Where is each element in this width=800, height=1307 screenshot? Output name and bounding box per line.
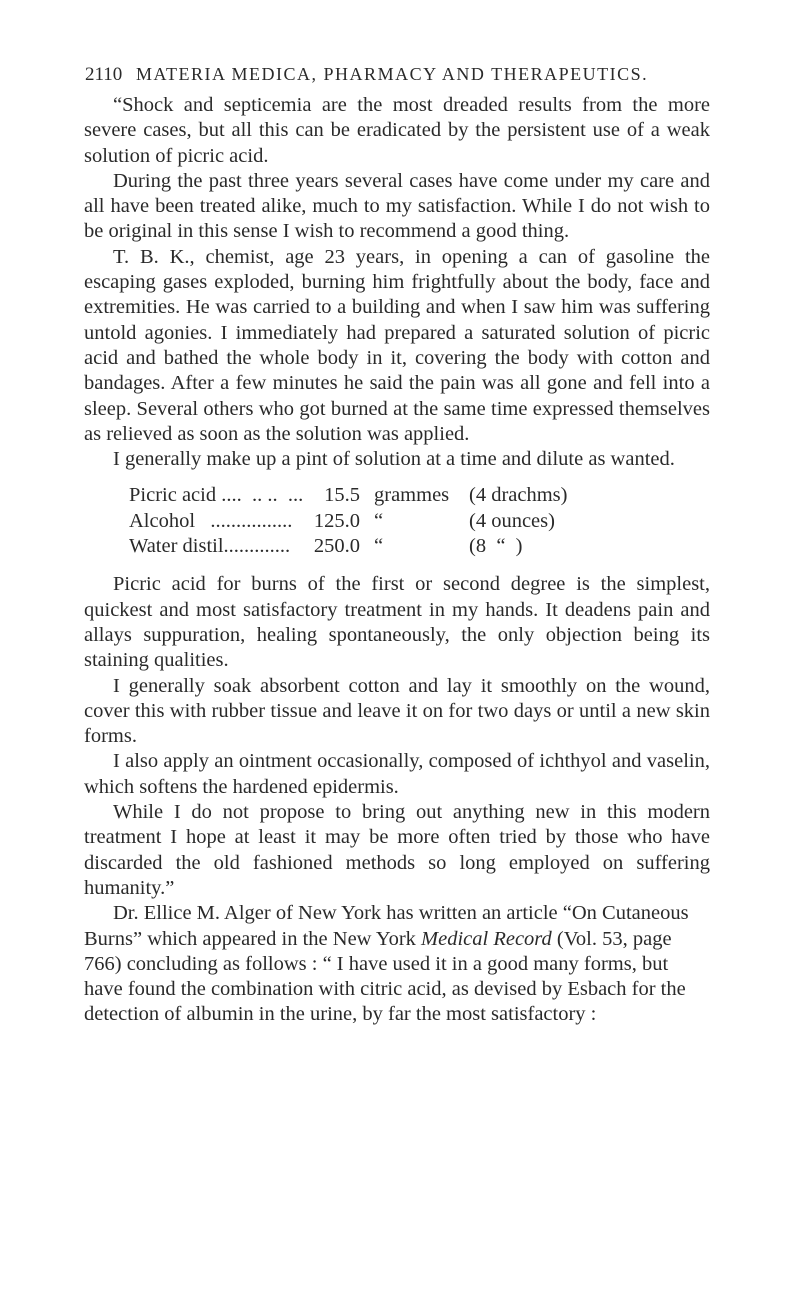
paragraph: I generally make up a pint of solution at a time and dilute as wanted.: [113, 448, 675, 471]
paragraph: I generally soak absorbent cotton and lay it smoothly on the wound, cover this with rubber tissue and leave it on for two days or until a new skin forms.: [84, 674, 710, 748]
page-number: 2110: [85, 64, 123, 85]
paragraph: I also apply an ointment occasionally, composed of ichthyol and vaselin, which softens the hardened epidermis.: [84, 750, 710, 798]
running-title: MATERIA MEDICA, PHARMACY AND THERAPEUTICS.: [136, 64, 649, 84]
recipe-ingredient: Picric acid .... .. .. ...: [129, 484, 304, 507]
recipe-amount: 250.0: [313, 535, 360, 558]
recipe-amount: 15.5: [324, 484, 360, 507]
body-text: [84, 93, 710, 1028]
recipe-amount: 125.0: [313, 509, 360, 532]
paragraph: T. B. K., chemist, age 23 years, in opening a can of gasoline the escaping gases exploded, burning him frightfully about the body, face and extremities. He was carried to a building and when I saw him was suffering untold agonies. I immediately had prepared a saturated solution of picric acid and bathed the whole body in it, covering the body with cotton and bandages. After a few minutes he said the pain was all gone and fell into a sleep. Several others who got burned at the same time expressed themselves as relieved as soon as the solution was applied.: [84, 245, 710, 445]
paragraph: While I do not propose to bring out anything new in this modern treatment I hope at least it may be more often tried by those who have discarded the old fashioned methods so long employed on suffering humanity.”: [84, 801, 710, 899]
recipe-equivalent: (4 ounces): [469, 509, 555, 532]
paragraph: “Shock and septicemia are the most dreaded results from the more severe cases, but all this can be eradicated by the persistent use of a weak solution of picric acid.: [84, 94, 710, 167]
final-text-start: Dr. Ellice M. Alger of New York has written an article “On Cutaneous Burns” which appeared in the New York: [84, 902, 689, 950]
running-header: [85, 64, 648, 86]
recipe-ingredient: Water distil.............: [129, 535, 291, 558]
recipe-unit: “: [374, 509, 384, 532]
paragraph-final: [84, 901, 710, 1027]
final-text-end: (Vol. 53, page 766) concluding as follows : “ I have used it in a good many forms, but have found the combination with citric acid, as devised by Esbach for the detection of albumin in the urine, by far the most satisfactory :: [84, 927, 686, 1026]
recipe-row: [129, 534, 710, 559]
paragraph: During the past three years several cases have come under my care and all have been treated alike, much to my satisfaction. While I do not wish to be original in this sense I wish to recommend a good thing.: [84, 169, 710, 243]
recipe-formula: [129, 483, 710, 559]
recipe-row: [129, 483, 710, 508]
recipe-equivalent: (8 “ ): [469, 535, 523, 558]
paragraph: Picric acid for burns of the first or second degree is the simplest, quickest and most satisfactory treatment in my hands. It deadens pain and allays suppuration, healing spontaneously, the only objection being its staining qualities.: [84, 573, 710, 672]
recipe-unit: “: [374, 535, 384, 558]
recipe-equivalent: (4 drachms): [469, 484, 568, 507]
recipe-row: [129, 509, 710, 534]
recipe-ingredient: Alcohol ................: [129, 509, 293, 532]
recipe-unit: grammes: [374, 484, 450, 507]
journal-title: Medical Record: [421, 927, 552, 950]
